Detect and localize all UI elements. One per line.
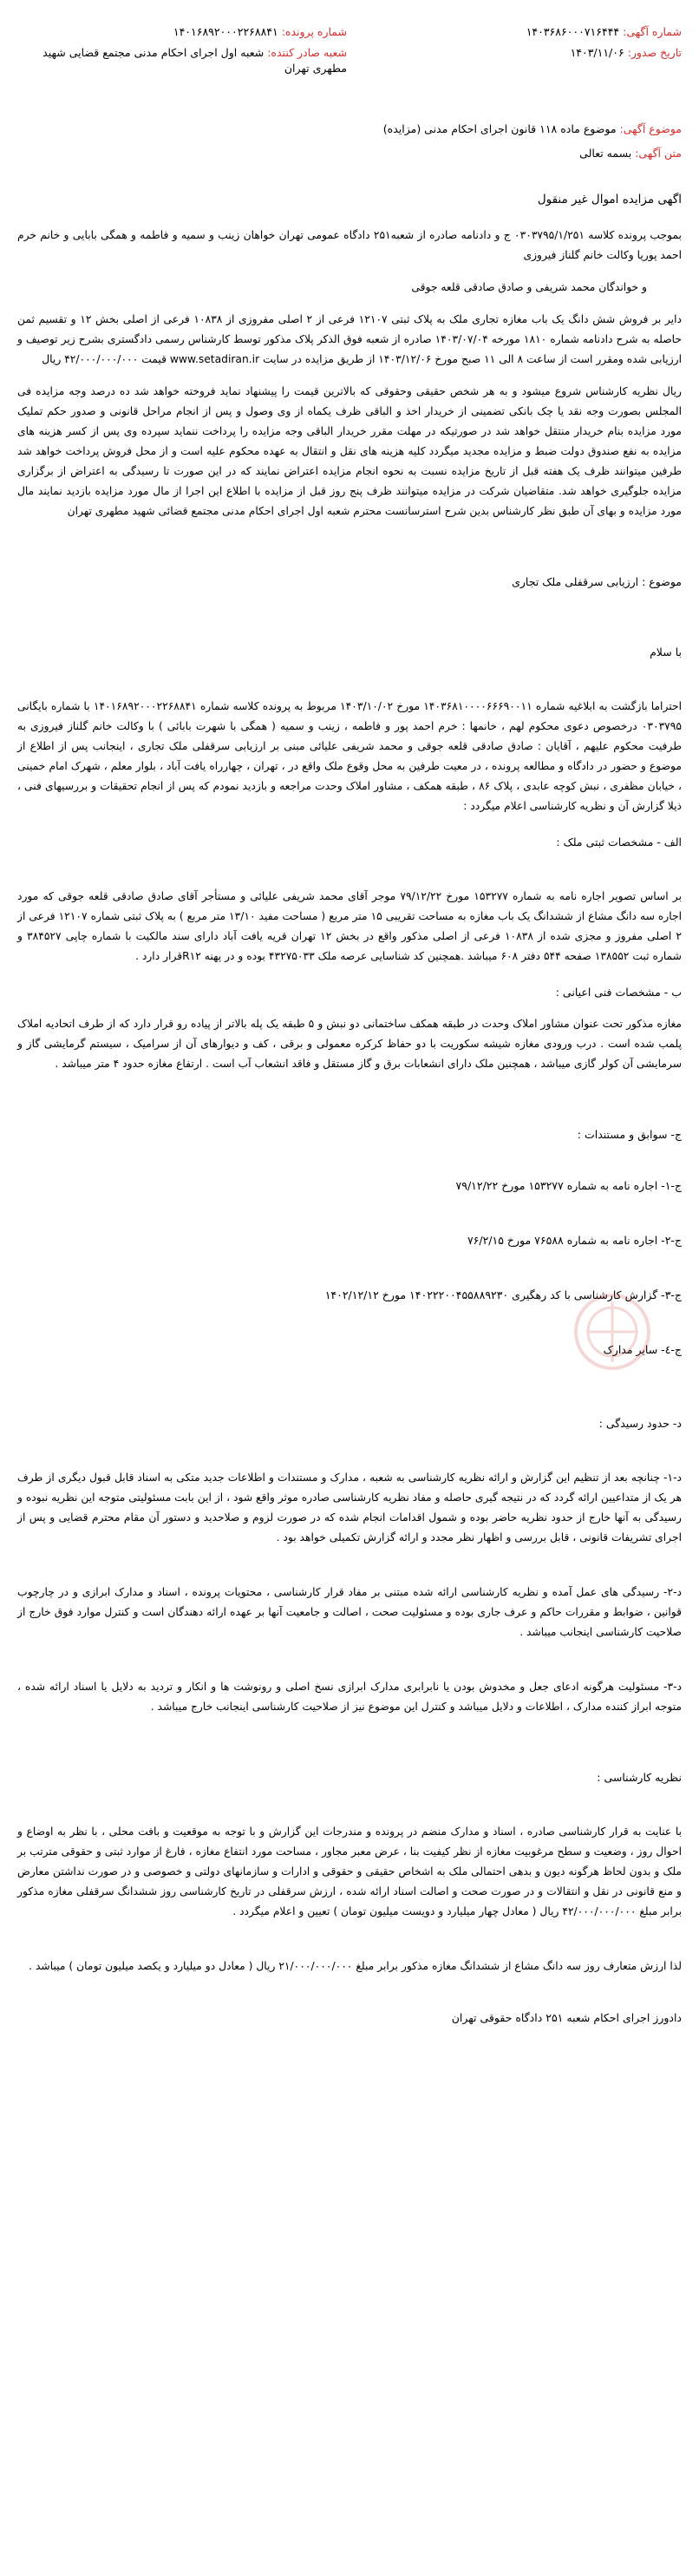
case-number-label: شماره پرونده: — [281, 25, 347, 38]
issue-date-label: تاریخ صدور: — [627, 46, 682, 59]
paragraph-sale: دایر بر فروش شش دانگ یک باب مغازه تجاری ملک به پلاک ثبتی ۱۲۱۰۷ فرعی از ۲ اصلی مفروزی از ۱۰۸۳۸ فرعی از اصلی بخش ۱۲ و تقسیم ثمن حاصله به شرح دادنامه شماره ۱۸۱۰ مورخه ۱۴۰۳/۰۷/۰۴ صادره از شعبه فوق الذکر پلاک مذکور توسط کارشناس رسمی دادگستری بشرح زیر توصیف و ارزیابی شده ومقرر است از ساعت ۸ الی ۱۱ صبح مورخ ۱۴۰۳/۱۲/۰۶ از طریق مزایده در سایت www.setadiran.ir قیمت ۴۲/۰۰۰/۰۰۰/۰۰۰ ریال — [17, 313, 683, 365]
paragraph-intro: احتراما بازگشت به ابلاغیه شماره ۱۴۰۳۶۸۱۰۰۰۰۶۶۶۹۰۰۱۱ مورخ ۱۴۰۳/۱۰/۰۲ مربوط به پرونده کلاسه شماره ۱۴۰۱۶۸۹۲۰۰۰۲۲۶۸۸۴۱ با شماره بایگانی ۰۳۰۳۷۹۵ درخصوص دعوی محکوم لهم ، خانمها : خرم احمد پور و فاطمه ، زینب و سمیه ( همگی با شهرت بابائی ) با وکالت خانم گلناز فیروزی به طرفیت محکوم علیهم ، آقایان : صادق صادقی قلعه جوقی و محمد شریفی علیائی مبنی بر ارزیابی سرقفلی ملک تجاری ، اینجانب پس از اطلاع از موضوع و حضور در دادگاه و مطالعه پرونده ، در معیت طرفین به محل وقوع ملک واقع در ، تهران ، چهارراه یافت آباد ، بلوار معلم ، شهرک امام خمینی ، خیابان مظفری ، نبش کوچه عابدی ، پلاک ۸۶ ، طبقه همکف ، مشاور املاک وحدت مراجعه و بازدید نمودم که پس از انجام تحقیقات و بررسیهای فنی ، ذیلا گزارش آن و نظریه کارشناسی اعلام میگردد : — [17, 700, 682, 812]
document — [17, 9, 682, 2043]
section-c-heading: ج- سوابق و مستندات : — [577, 1128, 682, 1141]
ad-number: ۱۴۰۳۶۸۶۰۰۰۷۱۶۴۴۴ — [526, 25, 620, 38]
judiciary-emblem-watermark — [552, 1284, 673, 1380]
paragraph-case: بموجب پرونده کلاسه ۰۳۰۳۷۹۵/۱/۲۵۱ ج و دادنامه صادره از شعبه۲۵۱ دادگاه عمومی تهران خواهان زینب و سمیه و فاطمه و همگی بابایی و خانم خرم احمد پوریا وکالت خانم گلناز فیروزی — [17, 229, 682, 261]
text-value: بسمه تعالی — [579, 147, 632, 160]
auction-title: اگهی مزایده اموال غیر منقول — [537, 193, 682, 206]
paragraph-opinion: با عنایت به قرار کارشناسی صادره ، اسناد و مدارک منضم در پرونده و مندرجات این گزارش و با توجه به موقعیت و بافت محلی ، با نظر به اوضاع و احوال روز ، وضعیت و سطح مرغوبیت مغازه از نظر کیفیت بنا ، عرض معبر مجاور ، مساحت مورد انتفاع مغازه ، فارغ از موارد ثبتی و حقوقی مترتب بر ملک و بدون لحاظ هرگونه دیون و بدهی احتمالی ملک به اشخاص حقیقی و حقوقی و ادارات و سازمانهای دولتی و خصوصی و در صورت نداشتن معارض و منع قانونی در نقل و انتقالات و در صورت صحت و اصالت اسناد ارائه شده ، ارزش سرقفلی در تاریخ کارشناسی روز ششدانگ سرقفلی مغازه مذکور برابر مبلغ ۴۲/۰۰۰/۰۰۰/۰۰۰ ریال ( معادل چهار میلیارد و دویست میلیون تومان ) تعیین و اعلام میگردد . — [17, 1825, 682, 1917]
issuing-branch-row — [17, 45, 347, 76]
ad-number-row — [352, 24, 682, 40]
paragraph-technical: مغازه مذکور تحت عنوان مشاور املاک وحدت در طبقه همکف ساختمانی دو نبش و ۵ طبقه یک پله بالاتر از پیاده رو قرار دارد که از طرف اتحادیه املاک پلمب شده است . درب ورودی مغازه شیشه سکوریت با دو حفاظ کرکره معمولی و برقی ، کف و دیوارهای آن از سرامیک ، سیستم گرمایشی گاز و سرمایشی آن کولر گازی میباشد ، همچنین ملک دارای انشعابات برق و گاز مستقل و فاقد انشعاب آب است . ارتفاع مغازه حدود ۴ متر میباشد . — [17, 1018, 682, 1070]
issuing-branch-label: شعبه صادر کننده: — [267, 46, 347, 59]
issuing-branch: شعبه اول اجرای احکام مدنی مجتمع قضایی شهید مطهری تهران — [42, 46, 347, 75]
subject-value: موضوع ماده ۱۱۸ قانون اجرای احکام مدنی (مزایده) — [382, 122, 617, 135]
text-label: متن آگهی: — [635, 147, 682, 160]
paragraph-d1: د-۱- چنانچه بعد از تنظیم این گزارش و ارائه نظریه کارشناسی به شعبه ، مدارک و مستندات و اطلاعات جدید متکی به اسناد قابل قبول دیگری از طرف هر یک از متداعیین ارائه گردد که در نتیجه گیری حاصله و مفاد نظریه کارشناسی صادره موثر واقع شود ، از این بابت مسئولیتی متوجه این نظریه نبوده و رسیدگی به آنها خارج از حدود نظریه حاضر بوده و شمول اقدامات انجام شده که در صورت لزوم و صلاحدید و دستور آن مقام محترم قضایی و پس از اجرای تشریفات قانونی ، قابل بررسی و اظهار نظر مجدد و ارائه گزارش تکمیلی خواهد بود . — [17, 1472, 682, 1544]
opinion-heading: نظریه کارشناسی : — [597, 1771, 682, 1784]
paragraph-conditions: ریال نظریه کارشناس شروع میشود و به هر شخص حقیقی وحقوقی که بالاترین قیمت را پیشنهاد نماید فروخته خواهد شد ده درصد وجه مزایده فی المجلس بصورت وجه نقد یا چک بانکی تضمینی از خریدار اخذ و الباقی ظرف یکماه از وی وصول و پس از انجام مراحل قانونی و صدور حکم تملیک مورد مزایده بنام خریدار منتقل خواهد شد در صورتیکه در مهلت مقرر خریدار الباقی وجه مزایده را پرداخت ننماید سپرده وی پس از کسر هزینه های مزایده به نفع صندوق دولت ضبط و مزایده مجدید میگردد کلیه هزینه های نقل و انتقال به عهده محکوم علیه است و از محل فروش پرداخت خواهد شد طرفین میتوانند ظرف یک هفته قبل از تاریخ مزایده نسبت به نحوه انجام مزایده اعتراض نمایند که در این صورت تا رسیدگی به اعتراض از برگزاری مزایده جلوگیری خواهد شد. متقاضیان شرکت در مزایده میتوانند ظرف پنج روز قبل از مزایده با اطلاع این اجرا از مال مورد مزایده بازدید نمایند مال مورد مزایده و بهای آن طبق نظر کارشناس بدین شرح استرسانست محترم شعبه اول اجرای احکام مدنی مجتمع قضائی شهید مطهری تهران — [17, 385, 682, 517]
paragraph-half-share: لذا ارزش متعارف روز سه دانگ مشاع از ششدانگ مغازه مذکور برابر مبلغ ۲۱/۰۰۰/۰۰۰/۰۰۰ ریال ( معادل دو میلیارد و یکصد میلیون تومان ) میباشد . — [29, 1960, 682, 1972]
paragraph-d3: د-۳- مسئولیت هرگونه ادعای جعل و مخدوش بودن یا نابرابری مدارک ابرازی نسخ اصلی و رونوشت ها و انکار و تردید به دلایل یا اسناد ارائه شده ، متوجه ابراز کننده مدارک ، اطلاعات و دلایل میباشد و کنترل این موضوع نیز از صلاحیت کارشناسی اینجانب خارج میباشد . — [17, 1681, 682, 1713]
text-row — [17, 144, 682, 163]
paragraph-registration: بر اساس تصویر اجاره نامه به شماره ۱۵۳۲۷۷ مورخ ۷۹/۱۲/۲۲ موجر آقای محمد شریفی علیائی و مستأجر آقای صادق صادقی قلعه جوقی که مورد اجاره سه دانگ مشاع از ششدانگ یک باب مغازه به مساحت تقریبی ۱۵ متر مربع ( مساحت مفید ۱۳/۱۰ متر مربع ) به پلاک ثبتی شماره ۱۲۱۰۷ فرعی از ۲ اصلی مفروز و مجزی شده از ۱۰۸۳۸ فرعی از اصلی مذکور واقع در بخش ۱۲ تهران قریه یافت آباد دارای سند مالکیت با شماره چاپی ۳۸۴۵۲۷ و شماره ثبت ۱۳۸۵۵۲ صفحه ۵۴۴ دفتر ۶۰۸ میباشد .همچنین کد شناسایی عرصه ملک ۴۳۲۷۵۰۳۳ بوده و در پهنه R۱۲قرار دارد . — [17, 890, 682, 962]
document-c4: ج-٤- سایر مدارک — [603, 1343, 682, 1356]
issue-date-row — [352, 45, 682, 61]
header-right-column — [352, 24, 682, 61]
document-c2: ج-۲- اجاره نامه به شماره ۷۶۵۸۸ مورخ ۷۶/۲/۱۵ — [467, 1234, 682, 1247]
document-c3: ج-۳- گزارش کارشناسی با کد رهگیری ۱۴۰۲۲۲۰۰۴۵۵۸۸۹۲۳۰ مورخ ۱۴۰۲/۱۲/۱۲ — [324, 1288, 682, 1301]
section-b-heading: ب - مشخصات فنی اعیانی : — [555, 986, 682, 999]
document-header — [17, 9, 682, 104]
subject-row — [17, 120, 682, 139]
header-left-column — [17, 24, 347, 76]
subject-label: موضوع آگهی: — [619, 122, 682, 135]
paragraph-defendants: و خواندگان محمد شریفی و صادق صادقی قلعه جوقی — [411, 281, 647, 293]
issue-date: ۱۴۰۳/۱۱/۰۶ — [570, 46, 624, 59]
greeting: با سلام — [650, 646, 682, 659]
section-d-heading: د- حدود رسیدگی : — [598, 1417, 682, 1430]
ad-number-label: شماره آگهی: — [623, 25, 682, 38]
case-number-row — [17, 24, 347, 40]
section-a-heading: الف - مشخصات ثبتی ملک : — [556, 836, 682, 849]
paragraph-d2: د-۲- رسیدگی های عمل آمده و نظریه کارشناسی ارائه شده مبتنی بر مفاد قرار کارشناسی ، محتویات پرونده ، اسناد و مدارک ابرازی و در چارچوب قوانین ، ضوابط و مقررات حاکم و عرف جاری بوده و مسئولیت صحت ، اصالت و جامعیت آنها بر عهده ارائه دهندگان است و کنترل موارد فوق خارج از صلاحیت کارشناسی اینجانب میباشد . — [17, 1586, 682, 1638]
signature: دادورز اجرای احکام شعبه ۲۵۱ دادگاه حقوقی تهران — [451, 2011, 682, 2024]
document-c1: ج-۱- اجاره نامه به شماره ۱۵۳۲۷۷ مورخ ۷۹/۱۲/۲۲ — [455, 1179, 682, 1192]
case-number: ۱۴۰۱۶۸۹۲۰۰۰۲۲۶۸۸۴۱ — [173, 25, 278, 38]
ad-meta — [17, 120, 682, 163]
report-subject: موضوع : ارزیابی سرقفلی ملک تجاری — [512, 575, 682, 588]
